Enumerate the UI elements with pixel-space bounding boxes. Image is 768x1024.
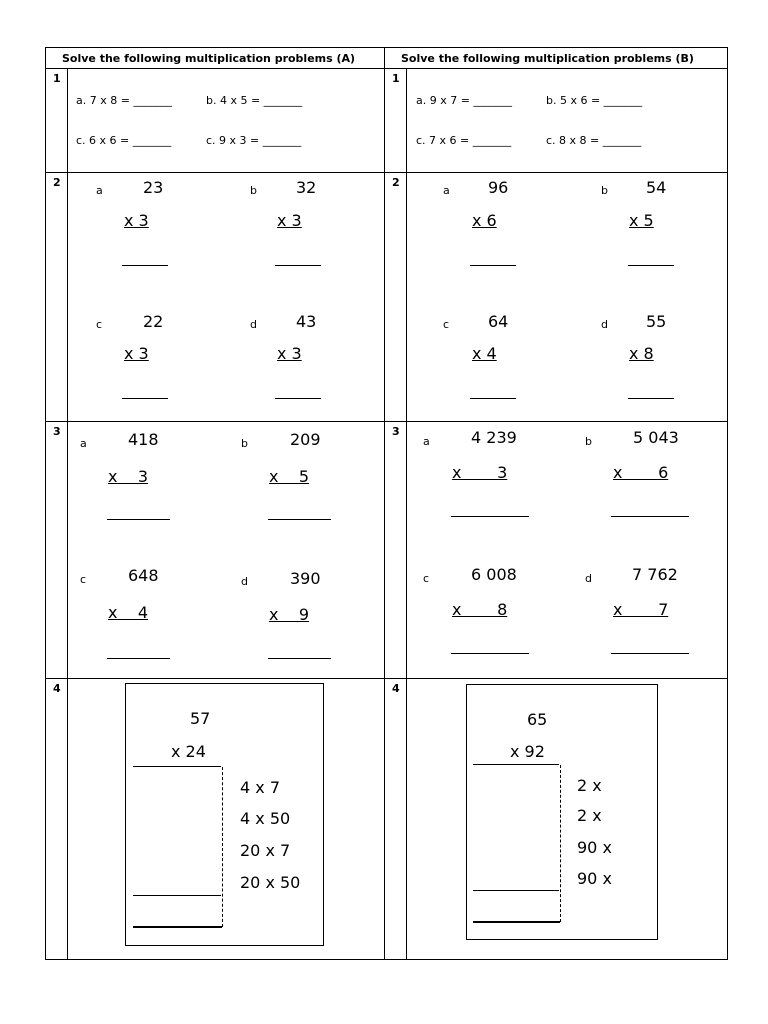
q2b-answer-line-a (470, 265, 516, 266)
q2a-mult-d: x 3 (277, 344, 302, 363)
q2b-letter-c: c (443, 318, 450, 331)
q3a-answer-line-a (107, 519, 170, 520)
column-divider (384, 47, 385, 960)
q3b-top-b: 5 043 (633, 428, 679, 447)
q3b-mult-d: x 7 (613, 600, 669, 619)
q4b-answer-line (473, 921, 560, 923)
q2a-letter-d: d (250, 318, 257, 331)
q3b-top-d: 7 762 (632, 565, 678, 584)
row-number-1-a: 1 (53, 72, 61, 85)
q3b-top-c: 6 008 (471, 565, 517, 584)
q2a-mult-b: x 3 (277, 211, 302, 230)
q2a-letter-a: a (96, 184, 103, 197)
q2b-mult-a: x 6 (472, 211, 497, 230)
q4b-product-line (473, 764, 559, 765)
q4b-step-2: 2 x (577, 806, 602, 825)
q1b-item-c: c. 7 x 6 = _______ (416, 134, 512, 147)
q4b-dashed-divider (560, 765, 561, 922)
q3b-letter-b: b (585, 435, 592, 448)
q2a-answer-line-a (122, 265, 168, 266)
q4a-dashed-divider (222, 767, 223, 927)
header-divider (45, 68, 728, 69)
q4b-step-1: 2 x (577, 776, 602, 795)
q3a-top-d: 390 (290, 569, 321, 588)
q3b-top-a: 4 239 (471, 428, 517, 447)
header-a: Solve the following multiplication problems (A) (62, 52, 356, 65)
q2a-answer-line-c (122, 398, 168, 399)
q2a-letter-b: b (250, 184, 257, 197)
q2b-mult-b: x 5 (629, 211, 654, 230)
q2a-mult-c: x 3 (124, 344, 149, 363)
q4a-step-1: 4 x 7 (240, 778, 280, 797)
q3b-mult-b: x 6 (613, 463, 669, 482)
q3a-mult-a: x 3 (108, 467, 148, 486)
q3a-letter-b: b (241, 437, 248, 450)
row-number-1-b: 1 (392, 72, 400, 85)
q3a-letter-a: a (80, 437, 87, 450)
q2a-answer-line-d (275, 398, 321, 399)
q2a-top-d: 43 (296, 312, 317, 331)
row-divider-3 (45, 678, 728, 679)
q1b-item-a: a. 9 x 7 = _______ (416, 94, 512, 107)
q3a-answer-line-c (107, 658, 170, 659)
q1b-item-d: c. 8 x 8 = _______ (546, 134, 642, 147)
q2a-answer-line-b (275, 265, 321, 266)
q4b-sum-line (473, 890, 559, 891)
q4a-work-box (125, 683, 324, 946)
q3a-answer-line-b (268, 519, 331, 520)
q4a-mult: x 24 (171, 742, 206, 761)
q4a-product-line (133, 766, 221, 767)
q4b-mult: x 92 (510, 742, 545, 761)
row-divider-1 (45, 172, 728, 173)
row-number-4-a: 4 (53, 682, 61, 695)
q2b-top-d: 55 (646, 312, 667, 331)
q2b-letter-d: d (601, 318, 608, 331)
q1a-item-a: a. 7 x 8 = _______ (76, 94, 172, 107)
row-number-3-b: 3 (392, 425, 400, 438)
q3a-letter-d: d (241, 575, 248, 588)
q1a-item-b: b. 4 x 5 = _______ (206, 94, 303, 107)
q4b-work-box (466, 684, 658, 940)
q3b-answer-line-d (611, 653, 689, 654)
q3b-answer-line-a (451, 516, 529, 517)
q2b-letter-b: b (601, 184, 608, 197)
q4a-top: 57 (190, 709, 211, 728)
q2b-mult-d: x 8 (629, 344, 654, 363)
q3a-top-a: 418 (128, 430, 159, 449)
number-column-divider-b (406, 69, 407, 960)
q2b-top-b: 54 (646, 178, 667, 197)
q3a-answer-line-d (268, 658, 331, 659)
q4b-top: 65 (527, 710, 548, 729)
q1b-item-b: b. 5 x 6 = _______ (546, 94, 643, 107)
q2a-top-a: 23 (143, 178, 164, 197)
q3a-mult-c: x 4 (108, 603, 148, 622)
q2b-top-a: 96 (488, 178, 509, 197)
q3b-mult-c: x 8 (452, 600, 508, 619)
q4a-sum-line (133, 895, 221, 896)
q2a-mult-a: x 3 (124, 211, 149, 230)
q3b-mult-a: x 3 (452, 463, 508, 482)
q2b-mult-c: x 4 (472, 344, 497, 363)
q3b-letter-d: d (585, 572, 592, 585)
q4b-step-3: 90 x (577, 838, 612, 857)
q2a-top-c: 22 (143, 312, 164, 331)
header-b: Solve the following multiplication problems (B) (401, 52, 694, 65)
row-number-3-a: 3 (53, 425, 61, 438)
q2a-letter-c: c (96, 318, 103, 331)
q1a-item-d: c. 9 x 3 = _______ (206, 134, 302, 147)
q3a-mult-b: x 5 (269, 467, 309, 486)
number-column-divider-a (67, 69, 68, 960)
q3a-top-c: 648 (128, 566, 159, 585)
q3b-letter-c: c (423, 572, 430, 585)
q4a-step-2: 4 x 50 (240, 809, 291, 828)
q4a-answer-line (133, 926, 222, 928)
q3a-letter-c: c (80, 573, 87, 586)
q2b-answer-line-d (628, 398, 674, 399)
q2a-top-b: 32 (296, 178, 317, 197)
q3b-answer-line-b (611, 516, 689, 517)
q4b-step-4: 90 x (577, 869, 612, 888)
q3b-letter-a: a (423, 435, 430, 448)
q2b-letter-a: a (443, 184, 450, 197)
q3a-top-b: 209 (290, 430, 321, 449)
row-divider-2 (45, 421, 728, 422)
q1a-item-c: c. 6 x 6 = _______ (76, 134, 172, 147)
row-number-2-b: 2 (392, 176, 400, 189)
q4a-step-3: 20 x 7 (240, 841, 291, 860)
q2b-answer-line-c (470, 398, 516, 399)
q2b-answer-line-b (628, 265, 674, 266)
row-number-4-b: 4 (392, 682, 400, 695)
q2b-top-c: 64 (488, 312, 509, 331)
q3b-answer-line-c (451, 653, 529, 654)
q4a-step-4: 20 x 50 (240, 873, 301, 892)
q3a-mult-d: x 9 (269, 605, 309, 624)
row-number-2-a: 2 (53, 176, 61, 189)
